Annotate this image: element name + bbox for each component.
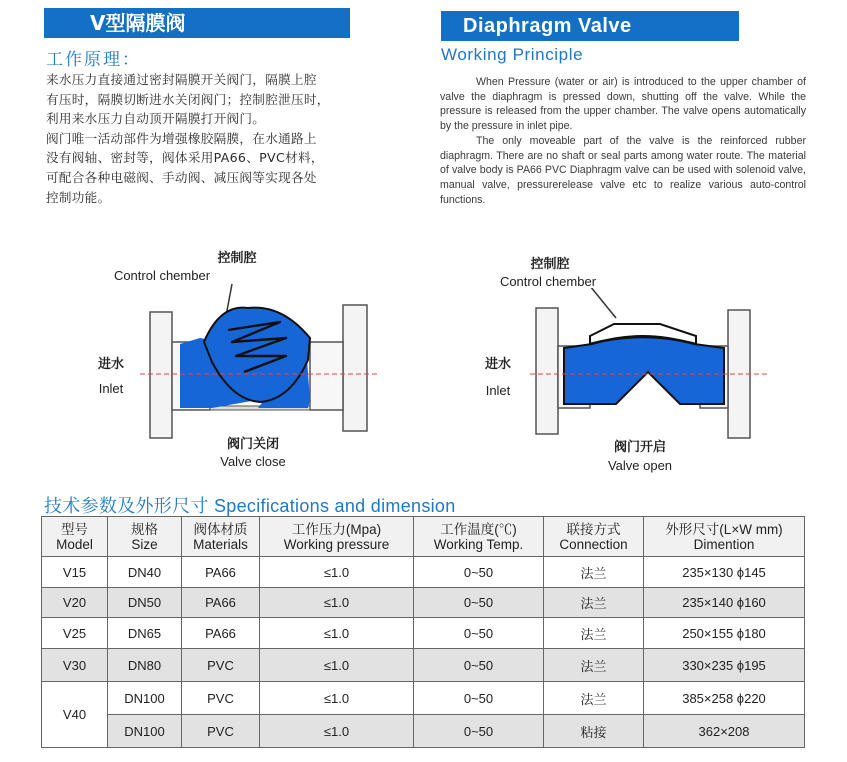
cell-pressure: ≤1.0 [260, 682, 414, 715]
closed-inlet-en-label: Inlet [98, 381, 124, 396]
description-cn-line: 阀门唯一活动部件为增强橡胶隔膜，在水通路上 [46, 130, 317, 146]
cell-dimension: 362×208 [644, 715, 805, 748]
cell-dimension: 235×130 ϕ145 [644, 557, 805, 588]
closed-state-cn-label: 阀门关闭 [226, 436, 279, 451]
closed-inlet-cn-label: 进水 [97, 356, 124, 371]
cell-model: V30 [42, 649, 108, 682]
cell-pressure: ≤1.0 [260, 715, 414, 748]
description-cn-line: 有压时，隔膜切断进水关闭阀门；控制腔泄压时， [46, 91, 330, 107]
left-flange [536, 308, 558, 434]
cell-model: V20 [42, 588, 108, 618]
table-row [42, 715, 805, 748]
header-connection: 联接方式 Connection [544, 517, 644, 557]
right-flange [343, 305, 367, 431]
open-chamber-cn-label: 控制腔 [530, 256, 570, 271]
cell-dimension: 235×140 ϕ160 [644, 588, 805, 618]
valve-open-diagram [530, 288, 770, 448]
cell-pressure: ≤1.0 [260, 649, 414, 682]
specs-title: 技术参数及外形尺寸 Specifications and dimension [44, 496, 456, 516]
cell-material: PA66 [182, 557, 260, 588]
cell-temp: 0~50 [414, 649, 544, 682]
header-model: 型号 Model [42, 517, 108, 557]
specs-table [41, 516, 805, 748]
open-water [564, 336, 724, 404]
cell-size: DN65 [108, 618, 182, 649]
description-cn-line: 控制功能。 [46, 189, 111, 205]
description-cn-line: 来水压力直接通过密封隔膜开关阀门，隔膜上腔 [46, 72, 317, 87]
closed-chamber-cn-label: 控制腔 [217, 250, 257, 265]
table-row [42, 649, 805, 682]
header-dimension: 外形尺寸(L×W mm) Dimention [644, 517, 805, 557]
title-cn-banner: V型隔膜阀 [44, 8, 350, 38]
cell-pressure: ≤1.0 [260, 618, 414, 649]
cell-connection: 法兰 [544, 649, 644, 682]
cell-connection: 法兰 [544, 682, 644, 715]
table-row [42, 557, 805, 588]
cell-temp: 0~50 [414, 557, 544, 588]
cell-dimension: 250×155 ϕ180 [644, 618, 805, 649]
cell-pressure: ≤1.0 [260, 588, 414, 618]
cell-temp: 0~50 [414, 715, 544, 748]
pointer-line [590, 288, 616, 318]
header-temp: 工作温度(℃) Working Temp. [414, 517, 544, 557]
cell-size: DN40 [108, 557, 182, 588]
cell-material: PA66 [182, 618, 260, 649]
cell-material: PVC [182, 682, 260, 715]
cell-temp: 0~50 [414, 588, 544, 618]
cell-size: DN100 [108, 715, 182, 748]
open-inlet-cn-label: 进水 [484, 356, 511, 371]
cell-material: PVC [182, 715, 260, 748]
closed-chamber-en-label: Control chember [113, 268, 211, 283]
closed-state-en-label: Valve close [220, 454, 286, 469]
cell-size: DN100 [108, 682, 182, 715]
header-materials: 阀体材质 Materials [182, 517, 260, 557]
cell-dimension: 385×258 ϕ220 [644, 682, 805, 715]
left-flange [150, 312, 172, 438]
cell-material: PVC [182, 649, 260, 682]
description-cn-line: 没有阀轴、密封等，阀体采用PA66、PVC材料， [46, 150, 324, 166]
open-state-en-label: Valve open [607, 458, 673, 473]
cell-model: V25 [42, 618, 108, 649]
description-en-paragraph: The only moveable part of the valve is the reinforced rubber diaphragm. There are no shaft or seal parts among water route. The material of valve body is PA66 PVC Diaphragm valve can be used with solenoid valve, manual valve, pressurerelease valve etc to realize various auto-control functions. [440, 134, 806, 206]
cell-model: V40 [42, 682, 108, 748]
table-row [42, 682, 805, 715]
cell-connection: 法兰 [544, 588, 644, 618]
description-cn-line: 可配合各种电磁阀、手动阀、减压阀等实现各处 [46, 169, 317, 185]
cell-model: V15 [42, 557, 108, 588]
cell-temp: 0~50 [414, 618, 544, 649]
subtitle-en: Working Principle [441, 45, 584, 64]
description-en-paragraph: When Pressure (water or air) is introduced to the upper chamber of valve the diaphragm is pressed down, shutting off the valve. While the pressure is released from the upper chamber. The valve opens automatically by the pressure in inlet pipe. [440, 76, 806, 133]
cell-connection: 粘接 [544, 715, 644, 748]
cell-material: PA66 [182, 588, 260, 618]
header-size: 规格 Size [108, 517, 182, 557]
cell-pressure: ≤1.0 [260, 557, 414, 588]
description-cn [46, 70, 406, 207]
valve-closed-diagram [140, 280, 380, 440]
open-chamber-en-label: Control chember [499, 274, 597, 289]
open-state-cn-label: 阀门开启 [613, 439, 666, 454]
table-row [42, 588, 805, 618]
table-header-row [42, 517, 805, 557]
subtitle-cn: 工作原理： [46, 50, 141, 70]
cell-dimension: 330×235 ϕ195 [644, 649, 805, 682]
description-en [440, 75, 806, 207]
description-cn-line: 利用来水压力自动顶开隔膜打开阀门。 [46, 111, 266, 127]
cell-connection: 法兰 [544, 618, 644, 649]
cell-size: DN50 [108, 588, 182, 618]
table-row [42, 618, 805, 649]
header-pressure: 工作压力(Mpa) Working pressure [260, 517, 414, 557]
title-en-banner: Diaphragm Valve [441, 11, 739, 41]
cell-size: DN80 [108, 649, 182, 682]
cell-connection: 法兰 [544, 557, 644, 588]
open-inlet-en-label: Inlet [485, 383, 511, 398]
cell-temp: 0~50 [414, 682, 544, 715]
